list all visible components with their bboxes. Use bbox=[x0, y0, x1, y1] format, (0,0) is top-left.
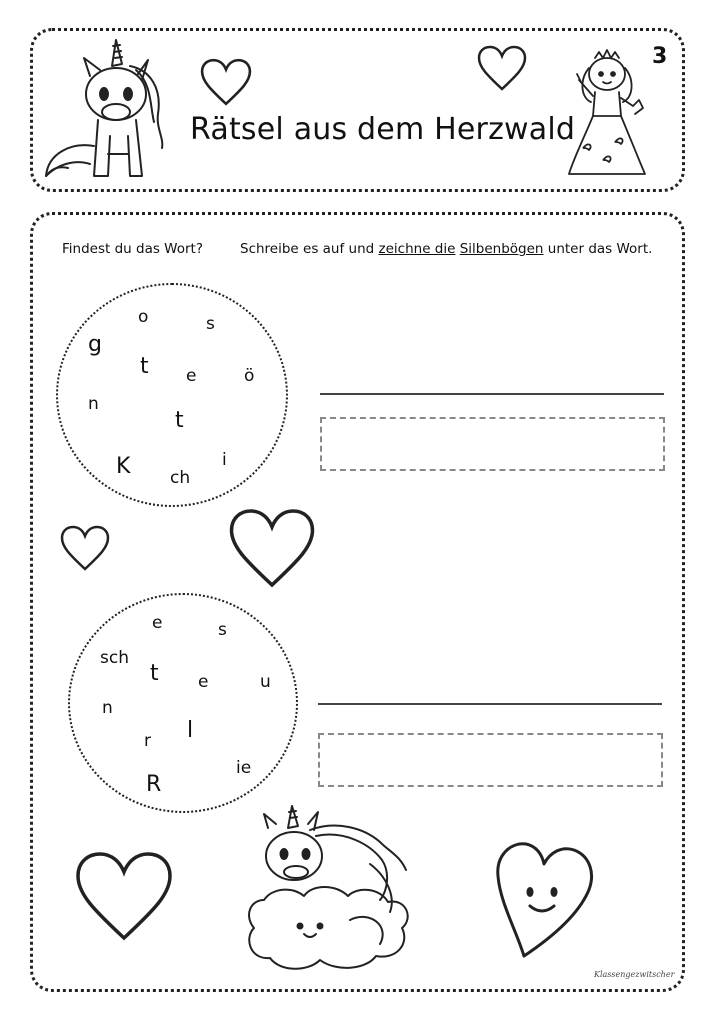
puzzle-letter: o bbox=[138, 307, 149, 327]
instruction-text bbox=[240, 241, 652, 257]
heart-icon bbox=[60, 525, 110, 571]
instruction-underlined: zeichne die bbox=[378, 241, 456, 257]
answer-line-1[interactable] bbox=[320, 393, 664, 395]
puzzle-letter: e bbox=[198, 672, 209, 692]
puzzle-letter: ie bbox=[236, 758, 252, 778]
puzzle-letter: ch bbox=[170, 468, 191, 488]
page-title: Rätsel aus dem Herzwald bbox=[190, 112, 576, 147]
instruction-question: Findest du das Wort? bbox=[62, 241, 203, 257]
heart-icon bbox=[200, 58, 252, 106]
smiling-heart-icon bbox=[494, 840, 598, 960]
puzzle-letter: g bbox=[88, 332, 102, 357]
puzzle-letter: r bbox=[144, 731, 151, 751]
puzzle-letter: i bbox=[222, 450, 227, 470]
credit-signature: Klassengezwitscher bbox=[594, 970, 675, 979]
unicorn-illustration bbox=[38, 36, 168, 186]
puzzle-letter: t bbox=[175, 408, 184, 433]
answer-line-2[interactable] bbox=[318, 703, 662, 705]
puzzle-letter: s bbox=[206, 314, 215, 334]
puzzle-letter: ö bbox=[244, 366, 255, 386]
puzzle-letter: e bbox=[186, 366, 197, 386]
princess-illustration bbox=[565, 50, 655, 185]
instruction-part: Schreibe es auf und bbox=[240, 241, 379, 257]
unicorn-on-cloud-illustration bbox=[240, 800, 440, 980]
puzzle-letter: l bbox=[187, 718, 194, 743]
syllable-arc-box-1[interactable] bbox=[320, 417, 665, 471]
puzzle-letter: s bbox=[218, 620, 227, 640]
puzzle-letter: t bbox=[140, 354, 149, 379]
heart-icon bbox=[228, 506, 316, 590]
puzzle-letter: sch bbox=[100, 648, 129, 668]
instruction-part: unter das Wort. bbox=[543, 241, 653, 257]
page-number: 3 bbox=[652, 44, 668, 69]
puzzle-letter: K bbox=[116, 454, 131, 479]
puzzle-letter: u bbox=[260, 672, 271, 692]
puzzle-letter: e bbox=[152, 613, 163, 633]
puzzle-letter: t bbox=[150, 661, 159, 686]
heart-icon bbox=[74, 850, 174, 942]
puzzle-letter: n bbox=[88, 394, 99, 414]
puzzle-letter: R bbox=[146, 772, 162, 797]
syllable-arc-box-2[interactable] bbox=[318, 733, 663, 787]
instruction-underlined: Silbenbögen bbox=[459, 241, 544, 257]
puzzle-letter: n bbox=[102, 698, 113, 718]
heart-icon bbox=[477, 44, 527, 92]
